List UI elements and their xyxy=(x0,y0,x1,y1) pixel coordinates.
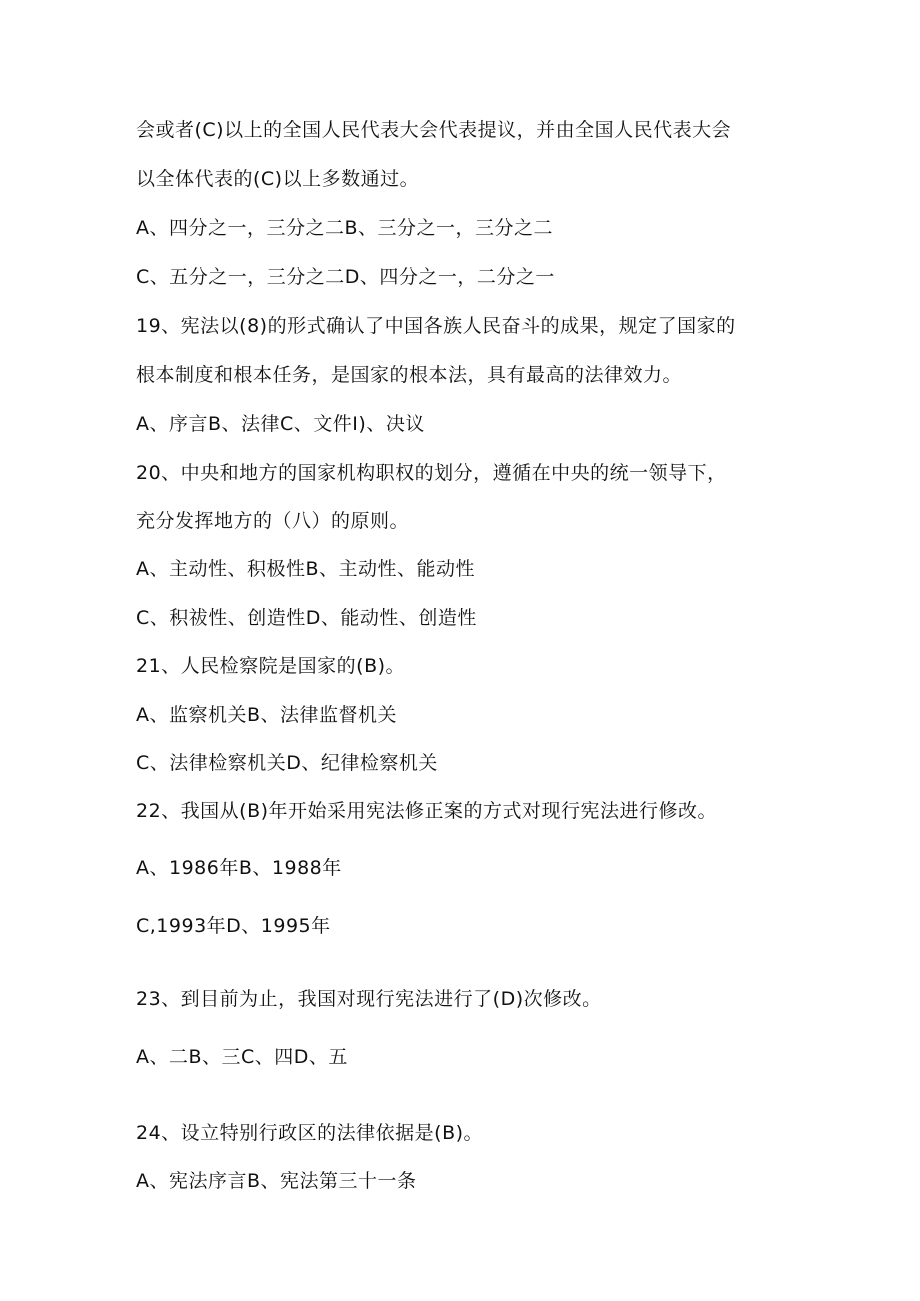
option-line: C、法律检察机关D、纪律检察机关 xyxy=(136,752,438,774)
option-line: A、四分之一，三分之二B、三分之一，三分之二 xyxy=(136,217,554,239)
question-line: 19、宪法以(8)的形式确认了中国各族人民奋斗的成果，规定了国家的 xyxy=(136,315,736,337)
text-line: 会或者(C)以上的全国人民代表大会代表提议，并由全国人民代表大会 xyxy=(136,119,732,141)
option-line: C、积祓性、创造性D、能动性、创造性 xyxy=(136,607,477,629)
option-line: A、1986年B、1988年 xyxy=(136,857,342,879)
option-line: A、监察机关B、法律监督机关 xyxy=(136,704,398,726)
option-line: A、主动性、积极性B、主动性、能动性 xyxy=(136,558,476,580)
question-line: 24、设立特别行政区的法律依据是(B)。 xyxy=(136,1122,484,1144)
option-line: C,1993年D、1995年 xyxy=(136,915,331,937)
text-line: 根本制度和根本任务，是国家的根本法，具有最高的法律效力。 xyxy=(136,364,683,386)
option-line: C、五分之一，三分之二D、四分之一，二分之一 xyxy=(136,266,555,288)
option-line: A、序言B、法律C、文件I)、决议 xyxy=(136,413,425,435)
question-line: 20、中央和地方的国家机构职权的划分，遵循在中央的统一领导下， xyxy=(136,462,727,484)
question-line: 23、到目前为止，我国对现行宪法进行了(D)次修改。 xyxy=(136,988,602,1010)
option-line: A、二B、三C、四D、五 xyxy=(136,1046,348,1068)
question-line: 22、我国从(B)年开始采用宪法修正案的方式对现行宪法进行修改。 xyxy=(136,800,718,822)
question-line: 21、人民检察院是国家的(B)。 xyxy=(136,655,406,677)
text-line: 以全体代表的(C)以上多数通过。 xyxy=(136,168,420,190)
text-line: 充分发挥地方的（八）的原则。 xyxy=(136,510,410,532)
option-line: A、宪法序言B、宪法第三十一条 xyxy=(136,1170,417,1192)
